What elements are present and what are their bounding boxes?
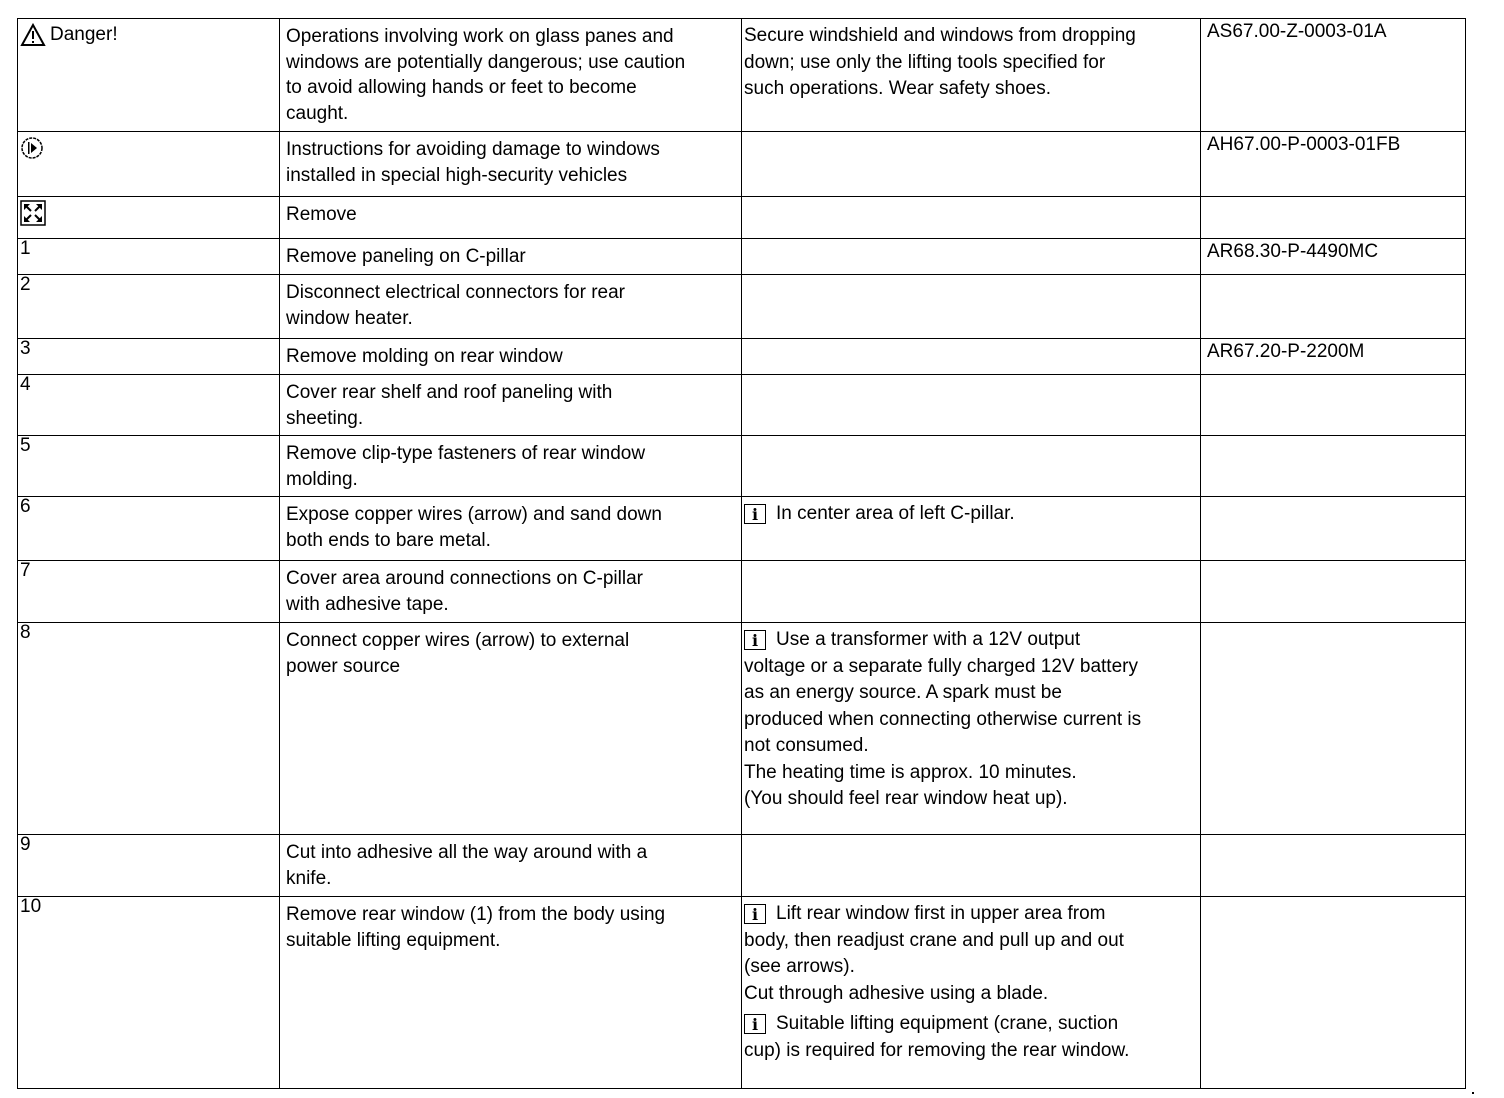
description-line: Cover area around connections on C-pillar xyxy=(286,568,643,589)
note-text: In center area of left C-pillar. xyxy=(776,503,1015,524)
info-icon: i xyxy=(744,904,766,924)
table-row xyxy=(18,623,1466,835)
description-cell xyxy=(280,623,742,835)
reference-cell xyxy=(1201,132,1466,197)
description-line: knife. xyxy=(286,867,332,889)
table-row xyxy=(18,275,1466,339)
reference-cell xyxy=(1201,239,1466,275)
note-line xyxy=(744,680,1196,707)
description-cell xyxy=(280,436,742,497)
description-cell xyxy=(280,339,742,375)
note-line xyxy=(744,760,1196,787)
step-cell xyxy=(18,561,280,623)
warning-triangle-icon xyxy=(20,23,46,47)
note-line xyxy=(744,23,1196,50)
description-cell xyxy=(280,19,742,132)
notes-cell xyxy=(742,339,1201,375)
note-text: The heating time is approx. 10 minutes. xyxy=(744,761,1077,783)
description-line: Remove clip-type fasteners of rear window xyxy=(286,443,646,464)
step-number: 8 xyxy=(20,622,31,643)
reference-cell xyxy=(1201,339,1466,375)
note-text: Cut through adhesive using a blade. xyxy=(744,982,1049,1004)
table-row xyxy=(18,436,1466,497)
note-text: Use a transformer with a 12V output xyxy=(776,629,1081,650)
description-cell xyxy=(280,561,742,623)
reference-code: AH67.00-P-0003-01FB xyxy=(1207,134,1401,155)
step-number: 7 xyxy=(20,560,31,581)
note-block xyxy=(744,627,1196,813)
notes-cell xyxy=(742,561,1201,623)
note-block xyxy=(744,23,1196,103)
description-line: Connect copper wires (arrow) to external xyxy=(286,630,630,651)
description-line: with adhesive tape. xyxy=(286,593,449,615)
description-line: caught. xyxy=(286,102,349,124)
notes-cell xyxy=(742,19,1201,132)
notes-cell xyxy=(742,623,1201,835)
note-line xyxy=(744,954,1196,981)
description-line: Cut into adhesive all the way around with a xyxy=(286,842,648,863)
table-row xyxy=(18,897,1466,1089)
notes-cell xyxy=(742,436,1201,497)
notes-cell xyxy=(742,897,1201,1089)
note-text: down; use only the lifting tools specified for xyxy=(744,51,1106,73)
table-row xyxy=(18,561,1466,623)
reference-cell xyxy=(1201,561,1466,623)
remove-arrows-icon xyxy=(20,200,46,226)
note-line xyxy=(744,733,1196,760)
table-row xyxy=(18,132,1466,197)
notes-cell xyxy=(742,275,1201,339)
reference-cell xyxy=(1201,375,1466,436)
step-number: 2 xyxy=(20,274,31,295)
description-cell xyxy=(280,239,742,275)
step-cell xyxy=(18,436,280,497)
table-row xyxy=(18,239,1466,275)
page-dot xyxy=(1472,1092,1474,1094)
note-line xyxy=(744,901,1196,928)
notes-cell xyxy=(742,197,1201,239)
description-line: Remove paneling on C-pillar xyxy=(286,246,526,267)
note-text: cup) is required for removing the rear window. xyxy=(744,1039,1130,1061)
note-text: such operations. Wear safety shoes. xyxy=(744,78,1051,99)
step-cell xyxy=(18,375,280,436)
description-line: Expose copper wires (arrow) and sand down xyxy=(286,504,662,525)
note-line xyxy=(744,627,1196,654)
reference-code: AS67.00-Z-0003-01A xyxy=(1207,21,1387,42)
table-row xyxy=(18,197,1466,239)
description-line: Remove rear window (1) from the body using xyxy=(286,904,666,925)
description-line: Instructions for avoiding damage to windows xyxy=(286,139,660,160)
table-row xyxy=(18,19,1466,132)
step-cell xyxy=(18,897,280,1089)
step-cell xyxy=(18,239,280,275)
note-text: voltage or a separate fully charged 12V battery xyxy=(744,655,1138,677)
step-cell xyxy=(18,497,280,561)
note-circle-icon xyxy=(20,136,44,160)
reference-cell xyxy=(1201,623,1466,835)
note-line xyxy=(744,50,1196,77)
description-cell xyxy=(280,897,742,1089)
description-line: to avoid allowing hands or feet to become xyxy=(286,77,637,98)
notes-cell xyxy=(742,239,1201,275)
description-cell xyxy=(280,132,742,197)
step-number: 10 xyxy=(20,896,42,917)
table-row xyxy=(18,835,1466,897)
reference-cell xyxy=(1201,436,1466,497)
step-label: Danger! xyxy=(50,24,118,45)
step-number: 9 xyxy=(20,834,31,855)
info-icon: i xyxy=(744,504,766,524)
note-line xyxy=(744,501,1196,528)
step-cell xyxy=(18,132,280,197)
info-icon: i xyxy=(744,630,766,650)
description-cell xyxy=(280,835,742,897)
step-cell xyxy=(18,19,280,132)
step-cell xyxy=(18,623,280,835)
notes-cell xyxy=(742,132,1201,197)
step-number: 6 xyxy=(20,496,31,517)
note-text: produced when connecting otherwise current is xyxy=(744,708,1142,730)
note-line xyxy=(744,76,1196,103)
info-icon: i xyxy=(744,1014,766,1034)
note-line xyxy=(744,654,1196,681)
reference-cell xyxy=(1201,897,1466,1089)
table-row xyxy=(18,375,1466,436)
note-text: Suitable lifting equipment (crane, suction xyxy=(776,1013,1119,1034)
note-block xyxy=(744,901,1196,1007)
description-line: both ends to bare metal. xyxy=(286,529,491,551)
description-line: Remove xyxy=(286,204,357,225)
reference-cell xyxy=(1201,197,1466,239)
note-line xyxy=(744,1011,1196,1038)
description-line: Cover rear shelf and roof paneling with xyxy=(286,382,613,403)
procedure-table xyxy=(17,18,1466,1089)
note-text: not consumed. xyxy=(744,735,869,756)
step-cell xyxy=(18,275,280,339)
description-line: installed in special high-security vehicles xyxy=(286,164,628,186)
description-line: windows are potentially dangerous; use caution xyxy=(286,51,686,73)
step-cell xyxy=(18,197,280,239)
note-block xyxy=(744,1011,1196,1064)
reference-code: AR67.20-P-2200M xyxy=(1207,341,1365,362)
step-cell xyxy=(18,835,280,897)
description-cell xyxy=(280,375,742,436)
step-number: 4 xyxy=(20,374,31,395)
reference-cell xyxy=(1201,497,1466,561)
table-row xyxy=(18,339,1466,375)
note-text: body, then readjust crane and pull up and out xyxy=(744,929,1124,951)
reference-cell xyxy=(1201,275,1466,339)
notes-cell xyxy=(742,375,1201,436)
notes-cell xyxy=(742,835,1201,897)
note-text: (see arrows). xyxy=(744,956,855,977)
reference-cell xyxy=(1201,835,1466,897)
description-cell xyxy=(280,497,742,561)
step-cell xyxy=(18,339,280,375)
description-cell xyxy=(280,275,742,339)
note-text: Secure windshield and windows from dropping xyxy=(744,25,1136,46)
note-text: as an energy source. A spark must be xyxy=(744,682,1062,703)
description-line: Operations involving work on glass panes and xyxy=(286,26,674,47)
step-number: 1 xyxy=(20,238,31,259)
note-block xyxy=(744,501,1196,528)
note-line xyxy=(744,981,1196,1008)
description-line: window heater. xyxy=(286,307,413,329)
note-line xyxy=(744,707,1196,734)
description-line: Remove molding on rear window xyxy=(286,346,563,367)
note-line xyxy=(744,928,1196,955)
note-line xyxy=(744,1038,1196,1065)
description-cell xyxy=(280,197,742,239)
description-line: sheeting. xyxy=(286,407,364,429)
description-line: Disconnect electrical connectors for rear xyxy=(286,282,625,303)
notes-cell xyxy=(742,497,1201,561)
table-row xyxy=(18,497,1466,561)
reference-cell xyxy=(1201,19,1466,132)
description-line: suitable lifting equipment. xyxy=(286,929,501,951)
reference-code: AR68.30-P-4490MC xyxy=(1207,241,1379,262)
description-line: power source xyxy=(286,655,401,677)
note-text: Lift rear window first in upper area from xyxy=(776,903,1106,924)
step-number: 3 xyxy=(20,338,31,359)
note-line xyxy=(744,786,1196,813)
description-line: molding. xyxy=(286,468,358,490)
note-text: (You should feel rear window heat up). xyxy=(744,788,1068,809)
step-number: 5 xyxy=(20,435,31,456)
